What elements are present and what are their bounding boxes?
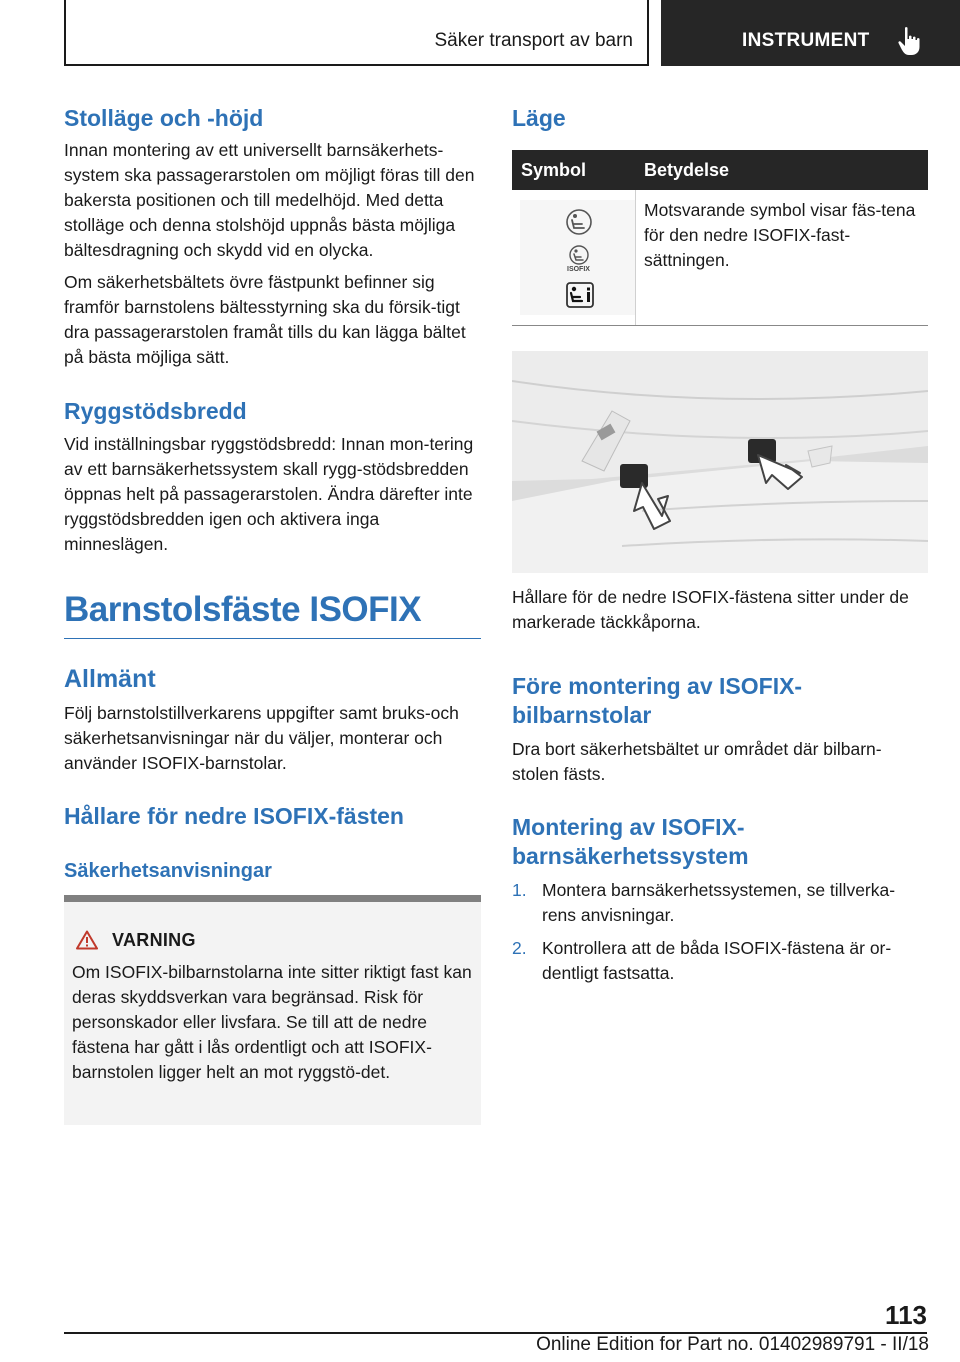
heading-installation: Montering av ISOFIX-barnsäkerhetssystem (512, 814, 749, 869)
warning-box (64, 895, 481, 1125)
paragraph-seat-position-2: Om säkerhetsbältets övre fästpunkt befinner sig framför barnstolens bältesstyrning ska du försik-tigt dra passagerarstolen framåt tills du kan lägga bältet på bästa möjliga sätt. (64, 272, 466, 367)
step-text: Kontrollera att de båda ISOFIX-fästena är or-dentligt fastsatta. (542, 938, 892, 983)
heading-safety-notes: Säkerhetsanvisningar (64, 860, 272, 882)
isofix-small-label: ISOFIX (567, 266, 590, 273)
table-header (512, 150, 928, 190)
list-item (512, 936, 928, 986)
table-row (512, 190, 928, 326)
paragraph-backrest-width: Vid inställningsbar ryggstödsbredd: Innan mon-tering av ett barnsäkerhetssystem skall rygg-stödsbredden öppnas helt på passagerarstolen. Ändra därefter inte ryggstödsbredden igen och aktivera inga minneslägen. (64, 434, 474, 554)
table-bottom-rule (512, 325, 928, 326)
heading-backrest-width: Ryggstödsbredd (64, 398, 247, 424)
footer-edition: Online Edition for Part no. 01402989791 - II/18 (536, 1334, 929, 1355)
page-number: 113 (885, 1300, 927, 1330)
rear-seat-isofix-photo (512, 351, 928, 573)
photo-caption: Hållare för de nedre ISOFIX-fästena sitter under de markerade täckkåporna. (512, 587, 909, 632)
isofix-symbol-cell (520, 200, 635, 315)
step-number: 1. (512, 880, 527, 900)
table-header-meaning: Betydelse (644, 160, 730, 180)
header-chapter-tab[interactable] (661, 0, 960, 66)
table-column-divider (635, 190, 636, 326)
isofix-symbols-icon (520, 200, 635, 315)
heading-position: Läge (512, 105, 566, 131)
list-item (512, 878, 928, 928)
table-header-symbol: Symbol (521, 160, 587, 180)
heading-before-installation: Före montering av ISOFIX-bilbarnstolar (512, 673, 803, 728)
symbol-table (512, 150, 928, 326)
paragraph-seat-position-1: Innan montering av ett universellt barnsäkerhets-system ska passagerarstolen om möjligt föras till den bakersta positionen och till medelhöjd. Med detta stolläge och denna stolshöjd uppnås bästa möjliga bältesdragning och skydd vid en olycka. (64, 140, 475, 260)
table-row-description: Motsvarande symbol visar fäs-tena för den nedre ISOFIX-fast-sättningen. (644, 200, 916, 270)
header-chapter-title: INSTRUMENT (742, 30, 870, 51)
warning-label: VARNING (112, 930, 196, 950)
heading-general: Allmänt (64, 665, 156, 693)
heading-lower-isofix-holders: Hållare för nedre ISOFIX-fästen (64, 803, 404, 829)
paragraph-general: Följ barnstolstillverkarens uppgifter samt bruks-och säkerhetsanvisningar när du väljer, monterar och använder ISOFIX-barnstolar. (64, 703, 459, 773)
header-section-title: Säker transport av barn (434, 30, 633, 51)
step-text: Montera barnsäkerhetssystemen, se tillverka-rens anvisningar. (542, 880, 896, 925)
header-section-box (64, 0, 649, 66)
pointing-hand-icon (897, 26, 923, 56)
installation-steps (512, 878, 928, 994)
warning-text: Om ISOFIX-bilbarnstolarna inte sitter riktigt fast kan deras skyddsverkan vara begränsad. Risk för personskador eller livsfara. Se till att de nedre fästena har gått i lås ordentligt och att ISOFIX-barnstolen ligger helt an mot ryggstö-det. (72, 962, 472, 1082)
paragraph-before-installation: Dra bort säkerhetsbältet ur området där bilbarn-stolen fästs. (512, 739, 882, 784)
step-number: 2. (512, 938, 527, 958)
warning-triangle-icon (76, 930, 98, 950)
chapter-title-isofix: Barnstolsfäste ISOFIX (64, 590, 481, 639)
heading-seat-position: Stolläge och -höjd (64, 105, 264, 131)
rear-seat-illustration (512, 351, 928, 573)
